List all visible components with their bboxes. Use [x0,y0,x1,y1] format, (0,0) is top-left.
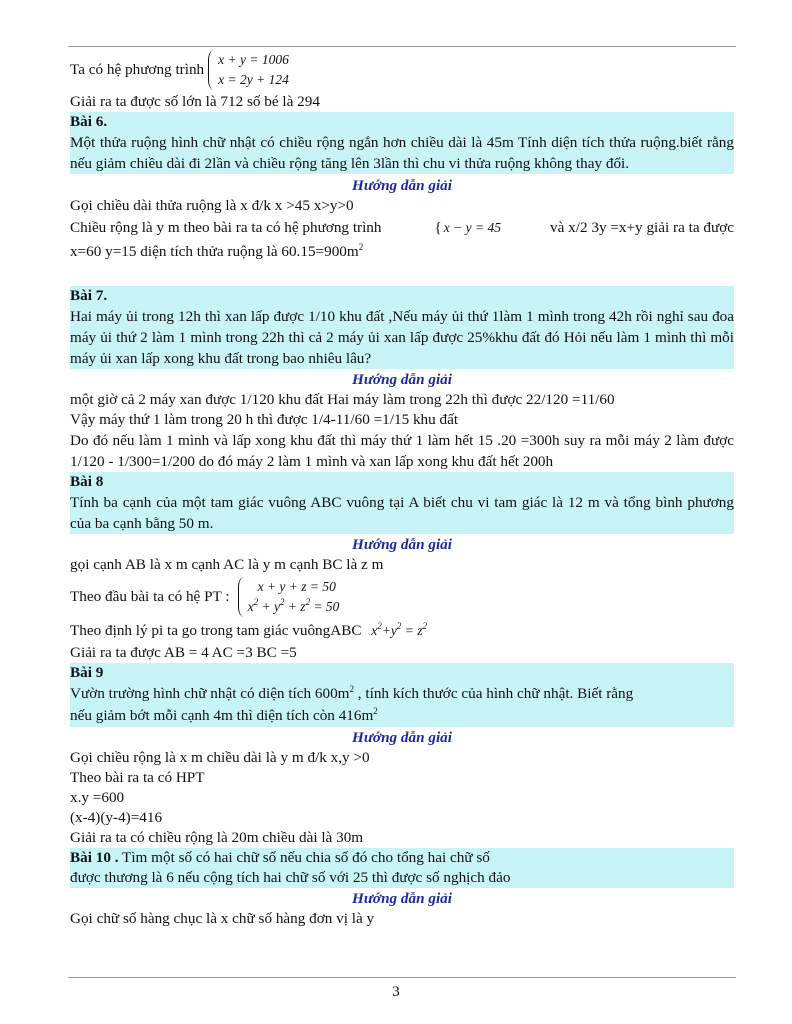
text: Theo đầu bài ta có hệ PT : [70,588,230,605]
page-content [70,48,734,929]
problem-statement: Tính ba cạnh của một tam giác vuông ABC vuông tại A biết chu vi tam giác là 12 m và tổng bình phương của ba cạnh bằng 50 m. [70,494,734,532]
equation-system [238,577,340,617]
solution-heading: Hướng dẫn giải [352,177,452,194]
top-rule [68,46,736,47]
equation: x + y + z = 50 [257,579,336,594]
page-number: 3 [392,984,400,1000]
problem-title: Bài 7. [70,286,734,306]
problem-title: Bài 8 [70,472,734,492]
inline-equation: { x − y = 45 [434,220,501,236]
text: Chiều rộng là y m theo bài ra ta có hệ phương trình [70,219,382,236]
system-line-2 [70,575,734,619]
equation-system [208,50,289,90]
problem-title: Bài 9 [70,663,734,683]
solution-heading: Hướng dẫn giải [352,536,452,553]
text-line: x.y =600 [70,789,125,806]
text-line: (x-4)(y-4)=416 [70,809,163,826]
solution-heading: Hướng dẫn giải [352,371,452,388]
problem-statement: Vườn trường hình chữ nhật có diện tích $600m^2$ , tính kích thước của hình chữ nhật. Biết rằng [70,683,734,705]
text-line: Gọi chiều rộng là x m chiều dài là y m đ/k x,y >0 [70,749,370,766]
solution-heading: Hướng dẫn giải [352,729,452,746]
problem-title: Bài 6. [70,112,734,132]
equation: x + y = 1006 [218,52,289,67]
problem-statement: Hai máy ủi trong 12h thì xan lấp được 1/10 khu đất ,Nếu máy ủi thứ 1làm 1 mình trong 42h rồi nghỉ sau đoa máy ủi thứ 2 làm 1 mình trong 22h thì cả 2 máy ủi xan lấp được 25%khu đất đó Hỏi nếu làm 1 mình thì mỗi máy ủi xan lấp xong khu đất trong bao nhiêu lâu? [70,308,734,367]
problem-statement: được thương là 6 nếu cộng tích hai chữ số với 25 thì được số nghịch đảo [70,868,734,888]
text-paragraph: Do đó nếu làm 1 mình và lấp xong khu đất thì máy thứ 1 làm hết 15 .20 =300h suy ra mỗi máy 2 làm được 1/120 - 1/300=1/200 do đó máy 2 làm 1 mình và xan lấp xong khu đất hết 200h [70,432,734,470]
equation: x = 2y + 124 [218,72,289,87]
text-line: Vậy máy thứ 1 làm trong 20 h thì được 1/4-11/60 =1/15 khu đất [70,411,459,428]
text-line: x=60 y=15 diện tích thửa ruộng là $60.15=900m^2$ [70,242,364,260]
text: Ta có hệ phương trình [70,61,205,78]
text-line: gọi cạnh AB là x m cạnh AC là y m cạnh BC là z m [70,556,384,573]
brace-icon: { [434,220,442,236]
brace-icon [238,577,245,617]
text-line [70,216,734,240]
equation: $x^2 + y^2 + z^2 = 50$ [247,597,340,614]
text-line: Gọi chiều dài thửa ruộng là x đ/k x >45 x>y>0 [70,197,354,214]
text: và x/2 3y =x+y giải ra ta được [550,219,734,236]
problem-statement: Bài 10 . Tìm một số có hai chữ số nếu chia số đó cho tổng hai chữ số [70,848,734,868]
problem-statement: Một thửa ruộng hình chữ nhật có chiều rộng ngắn hơn chiều dài là 45m Tính diện tích thửa ruộng.biết rằng nếu giảm chiều dài đi 2lần và chiều rộng tăng lên 3lần thì chu vi thửa ruộng không thay đổi. [70,134,734,172]
text-line: Giải ra ta được AB = 4 AC =3 BC =5 [70,644,297,661]
bottom-rule [68,977,736,978]
text-line: Theo định lý pi ta go trong tam giác vuôngABC $x^2+y^2 = z^2$ [70,621,428,639]
problem-title: Bài 10 . [70,849,119,866]
text-line: một giờ cả 2 máy xan được 1/120 khu đất Hai máy làm trong 22h thì được 22/120 =11/60 [70,391,615,408]
text-line: Gọi chữ số hàng chục là x chữ số hàng đơn vị là y [70,910,375,927]
problem-statement: nếu giảm bớt mỗi cạnh 4m thì diện tích còn $416m^2$ [70,705,734,727]
brace-icon [208,50,215,90]
text-line: Giải ra ta được số lớn là 712 số bé là 294 [70,93,320,110]
solution-heading: Hướng dẫn giải [352,890,452,907]
text-line: Giải ra ta có chiều rộng là 20m chiều dài là 30m [70,829,364,846]
text-line: Theo bài ra ta có HPT [70,769,205,786]
inline-equation: $x^2+y^2 = z^2$ [371,621,428,638]
system-line-1 [70,48,734,92]
